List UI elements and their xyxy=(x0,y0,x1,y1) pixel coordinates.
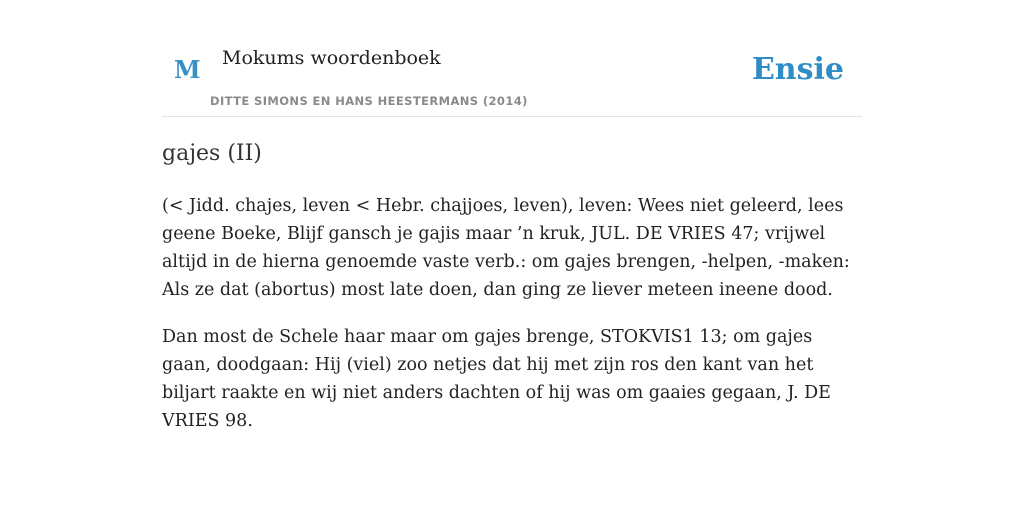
dictionary-logo[interactable]: M xyxy=(174,55,201,84)
dictionary-title[interactable]: Mokums woordenboek xyxy=(222,47,441,69)
dictionary-header xyxy=(162,0,862,117)
dictionary-authors: DITTE SIMONS EN HANS HEESTERMANS (2014) xyxy=(210,94,528,108)
entry-title: gajes (II) xyxy=(162,141,262,166)
entry-body xyxy=(162,192,862,454)
entry-paragraph: (< Jidd. chajes, leven < Hebr. chajjoes, leven), leven: Wees niet geleerd, lees geene Boeke, Blijf gansch je gajis maar ’n kruk, JUL. DE VRIES 47; vrijwel altijd in de hierna genoemde vaste verb.: om gajes brengen, -helpen, -maken: Als ze dat (abortus) most late doen, dan ging ze liever meteen ineene dood. xyxy=(162,196,850,300)
entry-paragraph: Dan most de Schele haar maar om gajes brenge, STOKVIS1 13; om gajes gaan, doodgaan: Hij (viel) zoo netjes dat hij met zijn ros den kant van het biljart raakte en wij niet anders dachten of hij was om gaaies gegaan, J. DE VRIES 98. xyxy=(162,327,831,431)
ensie-brand-link[interactable]: Ensie xyxy=(751,52,844,87)
